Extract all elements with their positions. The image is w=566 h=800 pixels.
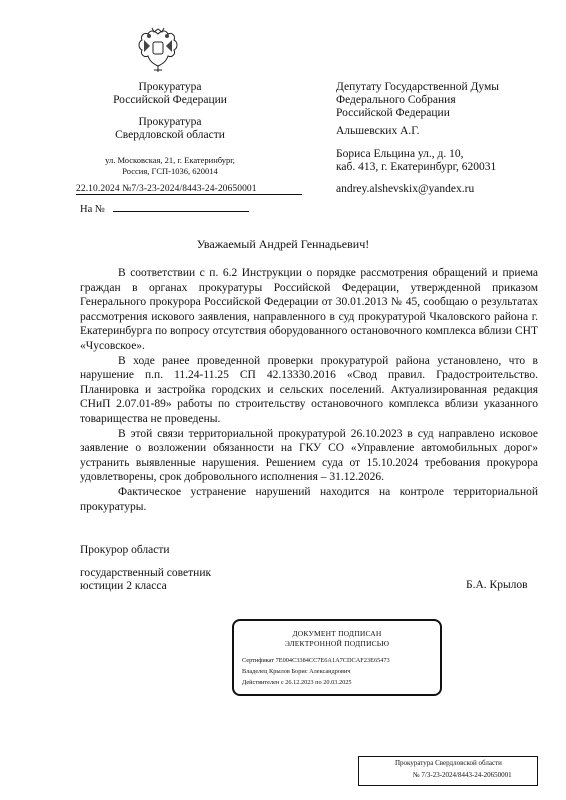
recipient-line-1: Депутату Государственной Думы [336, 81, 499, 93]
org-line-1: Прокуратура [138, 81, 202, 93]
recipient-email: andrey.alshevskix@yandex.ru [336, 183, 475, 195]
address-line-2: Россия, ГСП-1036, 620014 [122, 166, 218, 176]
letter-body [80, 266, 538, 514]
signer-rank-line-1: государственный советник [80, 567, 212, 579]
greeting: Уважаемый Андрей Геннадьевич! [196, 237, 370, 251]
recipient-title [336, 81, 546, 120]
sub-org-line-1: Прокуратура [138, 116, 202, 128]
org-address [80, 155, 260, 177]
org-line-2: Российской Федерации [113, 94, 227, 106]
sub-org-line-2: Свердловской области [115, 129, 225, 141]
reg-box-line-2: № 7/3-23-2024/8443-24-20650001 [413, 771, 512, 779]
stamp-certificate: Сертификат 7E004C3384CC7E6A1A7CDCAF23E65473 [242, 657, 390, 664]
recipient-address-line-2: каб. 413, г. Екатеринбург, 620031 [336, 161, 497, 173]
body-paragraph-1: В соответствии с п. 6.2 Инструкции о порядке рассмотрения обращений и приема граждан в органах прокуратуры Российской Федерации, утвержденной приказом Генерального прокурора Российской Федерации от 30.01.2013 № 45, сообщаю о результатах рассмотрения искового заявления, направленного в суд прокуратурой Чкаловского района г. Екатеринбурга по вопросу отсутствия оборудованного остановочного комплекса вблизи СНТ «Чусовское». [80, 267, 538, 352]
stamp-title-line-2: ЭЛЕКТРОННОЙ ПОДПИСЬЮ [284, 639, 390, 648]
recipient-name: Альшевских А.Г. [336, 125, 420, 137]
signer-name: Б.А. Крылов [466, 579, 528, 591]
body-paragraph-4: Фактическое устранение нарушений находится на контроле территориальной прокуратуры. [80, 485, 538, 513]
electronic-signature-stamp [232, 619, 442, 696]
body-paragraph-2: В ходе ранее проведенной проверки прокуратурой района установлено, что в нарушение п.п. 11.24-11.25 СП 42.13330.2016 «Свод правил. Градостроительство. Планировка и застройка городских и сельских поселений. Актуализированная редакция СНиП 2.07.01-89» работы по строительству остановочного комплекса вблизи указанного товарищества не проведены. [80, 354, 538, 425]
signer-rank-line-2: юстиции 2 класса [80, 579, 167, 592]
recipient-address [336, 148, 546, 174]
sub-org-name [80, 116, 260, 142]
address-line-1: ул. Московская, 21, г. Екатеринбург, [105, 155, 235, 165]
reg-box-line-1: Прокуратура Свердловской области [395, 759, 502, 767]
stamp-owner: Владелец Крылов Борис Александрович [242, 668, 351, 675]
signer-rank [80, 567, 211, 592]
registration-box [358, 756, 538, 786]
registration-number: 22.10.2024 №7/3-23-2024/8443-24-20650001 [76, 184, 302, 195]
recipient-line-2: Федерального Собрания [336, 94, 456, 106]
signer-position: Прокурор области [80, 544, 170, 556]
org-name [80, 81, 260, 107]
stamp-title [234, 629, 440, 649]
recipient-line-3: Российской Федерации [336, 107, 450, 119]
na-label: На № [80, 204, 105, 215]
stamp-title-line-1: ДОКУМЕНТ ПОДПИСАН [292, 629, 382, 638]
reference-number-line [80, 201, 249, 215]
reference-blank [113, 201, 249, 212]
body-paragraph-3: В этой связи территориальной прокуратурой 26.10.2023 в суд направлено исковое заявление о возложении обязанности на ГКУ СО «Управление автомобильных дорог» устранить выявленные нарушения. Решением суда от 15.10.2024 требования прокурора удовлетворены, срок добровольного исполнения – 31.12.2026. [80, 427, 538, 484]
stamp-validity: Действителен с 26.12.2023 по 20.03.2025 [242, 679, 352, 686]
recipient-address-line-1: Бориса Ельцина ул., д. 10, [336, 148, 464, 160]
coat-of-arms-icon [136, 26, 180, 74]
